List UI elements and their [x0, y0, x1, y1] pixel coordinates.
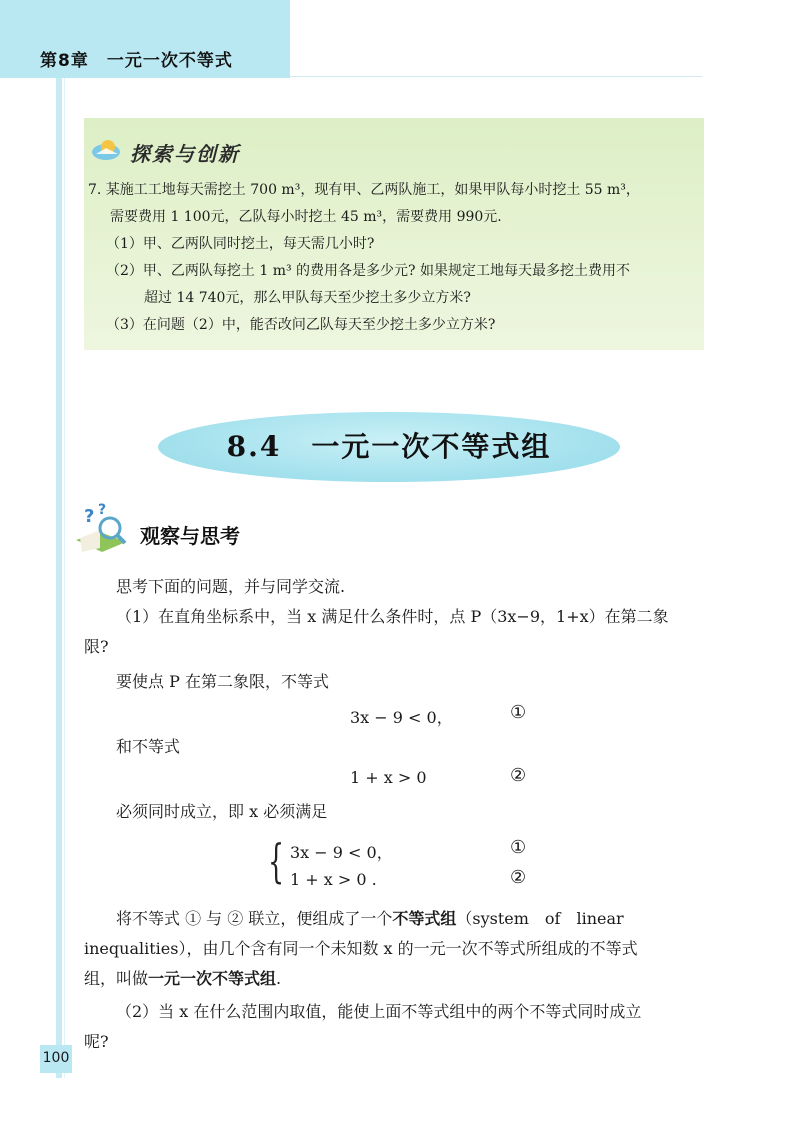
paragraph-line — [84, 967, 281, 991]
page-number: 100 — [42, 1050, 70, 1066]
system-inequality-1: 3x − 9 < 0， — [290, 843, 393, 862]
explore-line: 7. 某施工工地每天需挖土 700 m³，现有甲、乙两队施工，如果甲队每小时挖土 55 m³， — [88, 182, 640, 198]
intro-text: 思考下面的问题，并与同学交流. — [116, 577, 346, 596]
term-bold: 不等式组 — [392, 909, 457, 928]
paragraph-text: . — [276, 969, 282, 988]
system-inequality-2: 1 + x > 0 . — [290, 870, 377, 889]
paragraph-text: 组，叫做 — [84, 969, 149, 988]
observe-title: 观察与思考 — [140, 524, 240, 548]
header-rule — [290, 76, 702, 77]
explore-line: （2）甲、乙两队每挖土 1 m³ 的费用各是多少元? 如果规定工地每天最多挖土费用不 — [106, 263, 631, 279]
explore-box — [84, 118, 704, 350]
question-1-line: （1）在直角坐标系中，当 x 满足什么条件时，点 P（3x−9，1+x）在第二象 — [116, 607, 669, 626]
globe-envelope-icon — [90, 136, 124, 162]
equation-label: ① — [510, 837, 527, 858]
term-bold: 一元一次不等式组 — [148, 969, 277, 988]
question-1-line: 限? — [84, 637, 109, 656]
equation-label: ② — [510, 765, 527, 786]
section-title: 8.4 一元一次不等式组 — [226, 430, 552, 463]
question-book-magnifier-icon — [70, 502, 134, 556]
explore-line: 需要费用 1 100元，乙队每小时挖土 45 m³，需要费用 990元. — [110, 209, 502, 225]
svg-text:?: ? — [98, 502, 107, 518]
paragraph-text: 和不等式 — [116, 737, 181, 756]
inequality-2: 1 + x > 0 — [350, 768, 427, 787]
paragraph-line — [116, 907, 624, 931]
system-brace: { — [268, 834, 285, 888]
equation-label: ① — [510, 702, 527, 723]
paragraph-text: inequalities），由几个含有同一个未知数 x 的一元一次不等式所组成的不等式 — [84, 939, 638, 958]
explore-line: 超过 14 740元，那么甲队每天至少挖土多少立方米? — [144, 290, 471, 306]
left-margin-stripe — [56, 78, 62, 1078]
left-margin-line — [64, 78, 65, 1078]
explore-title: 探索与创新 — [130, 142, 240, 166]
explore-line: （1）甲、乙两队同时挖土，每天需几小时? — [106, 236, 375, 252]
inequality-1: 3x − 9 < 0， — [350, 708, 453, 727]
paragraph-text: （system of linear — [456, 909, 624, 928]
paragraph-text: 必须同时成立，即 x 必须满足 — [116, 802, 328, 821]
question-2-line: 呢? — [84, 1032, 109, 1051]
equation-label: ② — [510, 867, 527, 888]
explore-line: （3）在问题（2）中，能否改问乙队每天至少挖土多少立方米? — [106, 317, 496, 333]
question-2-line: （2）当 x 在什么范围内取值，能使上面不等式组中的两个不等式同时成立 — [116, 1002, 642, 1021]
paragraph-text: 要使点 P 在第二象限，不等式 — [116, 672, 329, 691]
paragraph-text: 将不等式 ① 与 ② 联立，便组成了一个 — [116, 909, 393, 928]
svg-text:?: ? — [84, 506, 95, 527]
chapter-title: 第8章 一元一次不等式 — [40, 51, 233, 71]
